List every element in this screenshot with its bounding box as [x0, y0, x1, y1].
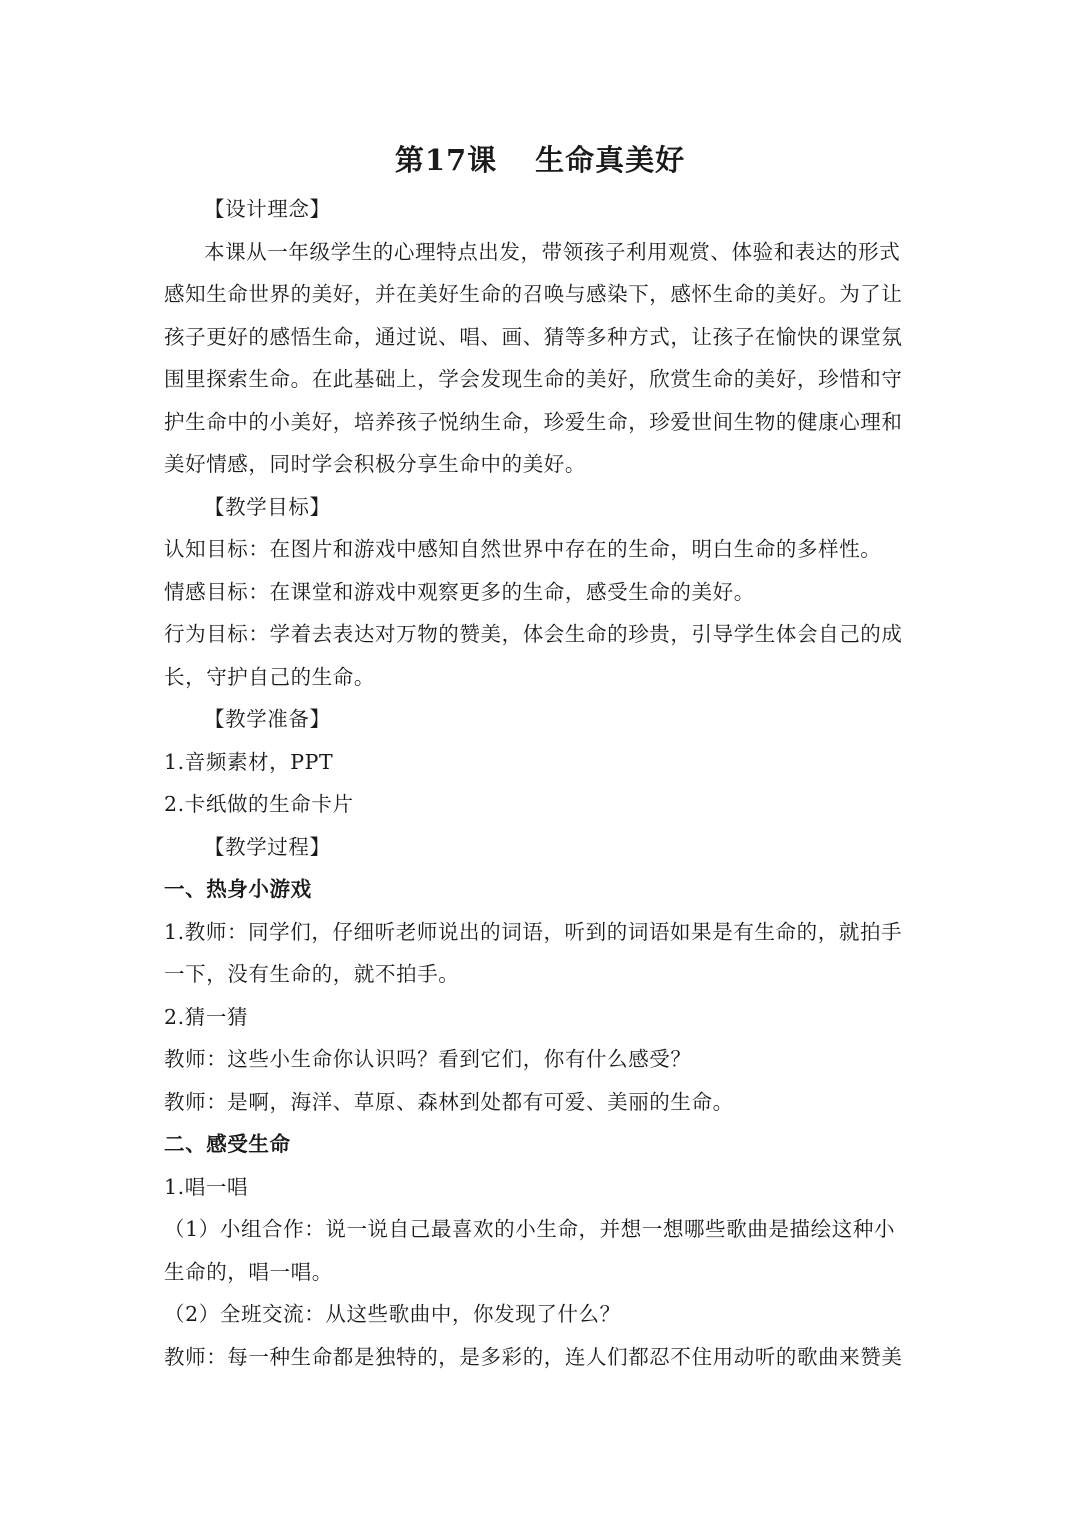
- prep-heading: 【教学准备】: [204, 707, 331, 731]
- part2-heading: 二、感受生命: [164, 1132, 291, 1156]
- goal-line: 认知目标：在图片和游戏中感知自然世界中存在的生命，明白生命的多样性。: [164, 537, 882, 561]
- paragraph-line: 护生命中的小美好，培养孩子悦纳生命，珍爱生命，珍爱世间生物的健康心理和: [164, 409, 903, 434]
- process-line: 教师：是啊，海洋、草原、森林到处都有可爱、美丽的生命。: [164, 1089, 734, 1114]
- process-line: 教师：每一种生命都是独特的，是多彩的，连人们都忍不住用动听的歌曲来赞美: [164, 1344, 903, 1369]
- process-line: （2）全班交流：从这些歌曲中，你发现了什么？: [164, 1302, 621, 1326]
- goal-line: 行为目标：学着去表达对万物的赞美，体会生命的珍贵，引导学生体会自己的成: [164, 622, 903, 646]
- process-line: 一下，没有生命的，就不拍手。: [164, 962, 460, 986]
- process-line: 2.猜一猜: [164, 1004, 249, 1029]
- design-concept-heading: 【设计理念】: [204, 197, 331, 221]
- process-line: 1.唱一唱: [164, 1174, 249, 1199]
- paragraph-line: 孩子更好的感悟生命，通过说、唱、画、猜等多种方式，让孩子在愉快的课堂氛: [164, 324, 903, 349]
- process-line: 1.教师：同学们，仔细听老师说出的词语，听到的词语如果是有生命的，就拍手: [164, 919, 903, 944]
- prep-item: 1.音频素材，PPT: [164, 749, 334, 774]
- prep-item: 2.卡纸做的生命卡片: [164, 792, 354, 816]
- part1-heading: 一、热身小游戏: [164, 877, 312, 901]
- lesson-number: 第17课: [394, 143, 498, 177]
- lesson-name: 生命真美好: [535, 143, 686, 177]
- process-line: 教师：这些小生命你认识吗？看到它们，你有什么感受？: [164, 1047, 692, 1071]
- process-heading: 【教学过程】: [204, 834, 331, 859]
- paragraph-line: 本课从一年级学生的心理特点出发，带领孩子利用观赏、体验和表达的形式: [204, 239, 901, 264]
- process-line: 生命的，唱一唱。: [164, 1259, 333, 1284]
- document-body: [164, 188, 920, 1378]
- paragraph-line: 感知生命世界的美好，并在美好生命的召唤与感染下，感怀生命的美好。为了让: [164, 282, 903, 306]
- paragraph-line: 美好情感，同时学会积极分享生命中的美好。: [164, 452, 586, 476]
- goal-line: 情感目标：在课堂和游戏中观察更多的生命，感受生命的美好。: [164, 579, 755, 604]
- goal-line: 长，守护自己的生命。: [164, 664, 375, 689]
- goals-heading: 【教学目标】: [204, 494, 331, 519]
- page-title: [0, 138, 1080, 182]
- paragraph-line: 围里探索生命。在此基础上，学会发现生命的美好，欣赏生命的美好，珍惜和守: [164, 367, 903, 391]
- process-line: （1）小组合作：说一说自己最喜欢的小生命，并想一想哪些歌曲是描绘这种小: [164, 1217, 896, 1241]
